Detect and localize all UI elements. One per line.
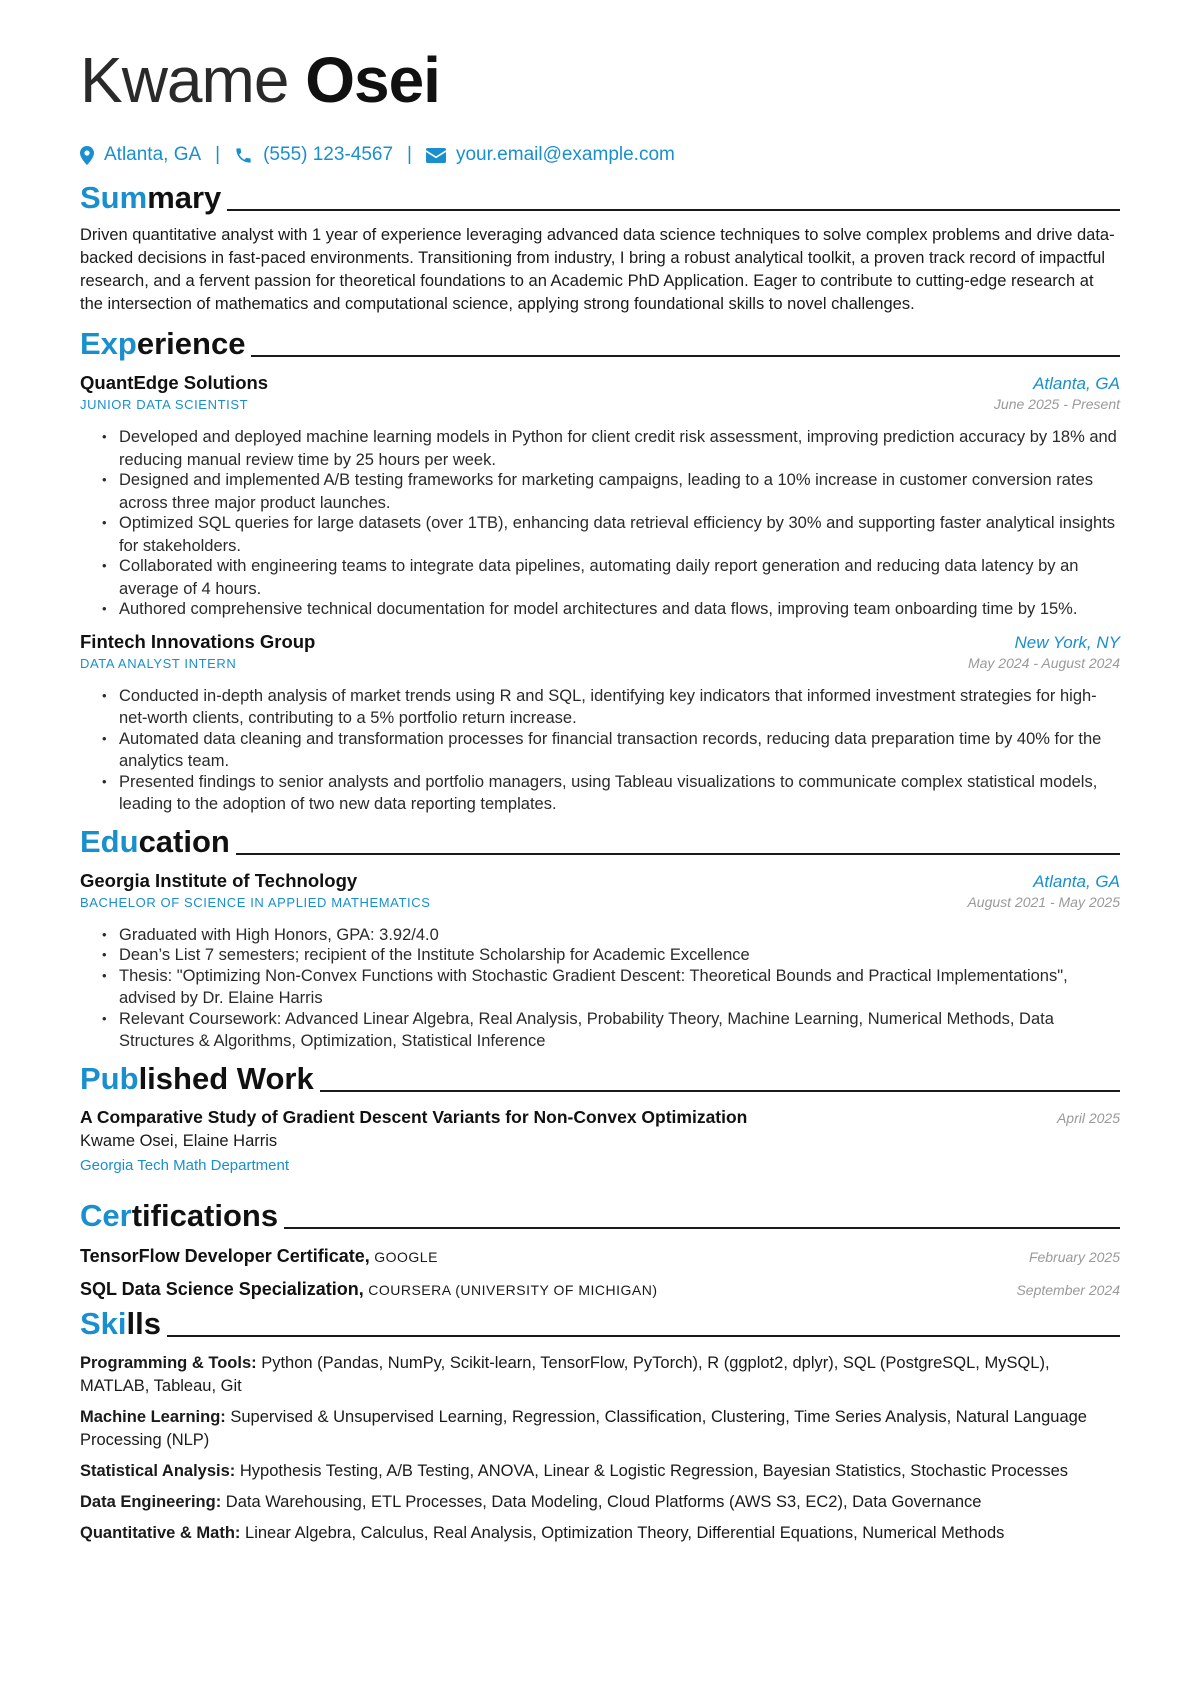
job-location: New York, NY bbox=[1014, 632, 1120, 652]
skill-value: Linear Algebra, Calculus, Real Analysis, Optimization Theory, Differential Equations, Numerical Methods bbox=[245, 1523, 1005, 1542]
list-item: • Thesis: "Optimizing Non-Convex Functions with Stochastic Gradient Descent: Theoretical Bounds and Practical Implementations", advised by Dr. Elaine Harris bbox=[102, 965, 1120, 1010]
certification-issuer: COURSERA (UNIVERSITY OF MICHIGAN) bbox=[368, 1281, 658, 1298]
section-title: Published Work bbox=[80, 1060, 314, 1096]
job-role: JUNIOR DATA SCIENTIST bbox=[80, 397, 249, 412]
publication-venue: Georgia Tech Math Department bbox=[80, 1156, 289, 1174]
summary-text: Driven quantitative analyst with 1 year of experience leveraging advanced data science techniques to solve complex problems and drive data-backed decisions in fast-paced environments. Transitioning from industry, I bring a robust analytical toolkit, a proven track record of impactful research, and a fervent passion for theoretical foundations to an Academic PhD Application. Eager to contribute to cutting-edge research at the intersection of mathematics and computational science, applying strong foundational skills to novel challenges. bbox=[80, 226, 1115, 313]
skill-label: Machine Learning: bbox=[80, 1407, 226, 1426]
section-education-header bbox=[80, 820, 1120, 860]
list-item: • Presented findings to senior analysts and portfolio managers, using Tableau visualizations to communicate complex statistical models, leading to the adoption of two new data reporting templates. bbox=[102, 771, 1120, 816]
degree: BACHELOR OF SCIENCE IN APPLIED MATHEMATICS bbox=[80, 894, 431, 910]
list-item: • Dean’s List 7 semesters; recipient of the Institute Scholarship for Academic Excellence bbox=[102, 944, 1120, 967]
skill-value: Data Warehousing, ETL Processes, Data Modeling, Cloud Platforms (AWS S3, EC2), Data Governance bbox=[225, 1492, 982, 1511]
last-name: Osei bbox=[305, 44, 440, 116]
contact-phone bbox=[234, 144, 393, 166]
envelope-icon bbox=[426, 148, 446, 163]
skill-row bbox=[80, 1460, 1120, 1483]
phone-text: (555) 123-4567 bbox=[263, 144, 394, 165]
section-rule bbox=[167, 1335, 1120, 1337]
skill-label: Data Engineering: bbox=[80, 1492, 222, 1511]
skill-row bbox=[80, 1406, 1120, 1452]
section-title: Summary bbox=[80, 180, 222, 215]
certification-issuer: GOOGLE bbox=[374, 1248, 438, 1265]
list-item: • Optimized SQL queries for large datasets (over 1TB), enhancing data retrieval efficiency by 30% and supporting faster analytical insights for stakeholders. bbox=[102, 512, 1120, 557]
job-bullets bbox=[102, 685, 1120, 816]
skill-row bbox=[80, 1522, 1120, 1545]
skill-value: Hypothesis Testing, A/B Testing, ANOVA, Linear & Logistic Regression, Bayesian Statistics, Stochastic Processes bbox=[239, 1461, 1069, 1480]
section-skills-header bbox=[80, 1302, 1120, 1342]
contact-email[interactable] bbox=[426, 144, 675, 166]
job-company: QuantEdge Solutions bbox=[80, 372, 269, 393]
section-rule bbox=[320, 1090, 1120, 1092]
publication-date: April 2025 bbox=[1056, 1109, 1120, 1126]
phone-icon bbox=[234, 146, 253, 165]
list-item: • Automated data cleaning and transformation processes for financial transaction records, reducing data preparation time by 40% for the analytics team. bbox=[102, 728, 1120, 773]
education-bullets bbox=[102, 924, 1120, 1053]
list-item: • Developed and deployed machine learning models in Python for client credit risk assessment, improving prediction accuracy by 18% and reducing manual review time by 25 hours per week. bbox=[102, 426, 1120, 471]
publication-authors: Kwame Osei, Elaine Harris bbox=[80, 1131, 278, 1150]
contact-bar bbox=[80, 142, 1120, 168]
skill-value: Supervised & Unsupervised Learning, Regression, Classification, Clustering, Time Series Analysis, Natural Language Processing (NLP) bbox=[80, 1407, 1087, 1449]
certification-item: TensorFlow Developer Certificate, GOOGLE February 2025 bbox=[80, 1245, 1120, 1266]
list-item: • Authored comprehensive technical documentation for model architectures and data flows, improving team onboarding time by 15%. bbox=[102, 598, 1120, 621]
list-item: • Collaborated with engineering teams to integrate data pipelines, automating daily report generation and reducing data latency by an average of 4 hours. bbox=[102, 555, 1120, 600]
job-bullets bbox=[102, 426, 1120, 621]
skill-label: Quantitative & Math: bbox=[80, 1523, 241, 1542]
job-entry bbox=[80, 372, 1120, 621]
map-pin-icon bbox=[80, 146, 94, 165]
publication-entry bbox=[80, 1107, 1120, 1174]
job-role: DATA ANALYST INTERN bbox=[80, 655, 237, 671]
location-text: Atlanta, GA bbox=[104, 144, 202, 165]
certification-item: SQL Data Science Specialization, COURSERA (UNIVERSITY OF MICHIGAN) September 2024 bbox=[80, 1278, 1120, 1299]
section-title: Skills bbox=[80, 1305, 161, 1341]
section-certifications-header bbox=[80, 1194, 1120, 1234]
skill-label: Statistical Analysis: bbox=[80, 1461, 236, 1480]
contact-separator: | bbox=[407, 144, 412, 165]
job-dates: May 2024 - August 2024 bbox=[967, 654, 1120, 671]
first-name: Kwame bbox=[80, 44, 289, 116]
section-title: Certifications bbox=[80, 1197, 279, 1233]
list-item: • Relevant Coursework: Advanced Linear Algebra, Real Analysis, Probability Theory, Machine Learning, Numerical Methods, Data Structures & Algorithms, Optimization, Statistical Inference bbox=[102, 1008, 1120, 1053]
skill-row bbox=[80, 1352, 1120, 1398]
contact-location bbox=[80, 144, 201, 166]
school-location: Atlanta, GA bbox=[1033, 871, 1120, 891]
job-company: Fintech Innovations Group bbox=[80, 630, 316, 652]
section-rule bbox=[236, 853, 1120, 855]
school-name: Georgia Institute of Technology bbox=[80, 869, 358, 891]
section-experience-header bbox=[80, 322, 1120, 362]
education-entry bbox=[80, 870, 1120, 1053]
certification-name: TensorFlow Developer Certificate bbox=[80, 1245, 365, 1266]
job-dates: June 2025 - Present bbox=[993, 396, 1120, 412]
publication-title: A Comparative Study of Gradient Descent Variants for Non-Convex Optimization bbox=[80, 1106, 748, 1127]
section-rule bbox=[227, 209, 1120, 211]
list-item: • Conducted in-depth analysis of market trends using R and SQL, identifying key indicators that informed investment strategies for high-net-worth clients, contributing to a 5% portfolio return increase. bbox=[102, 685, 1120, 730]
section-published-header bbox=[80, 1057, 1120, 1097]
section-title: Education bbox=[80, 823, 230, 859]
skill-label: Programming & Tools: bbox=[80, 1353, 257, 1372]
skill-row bbox=[80, 1491, 1120, 1514]
contact-separator: | bbox=[215, 144, 221, 165]
job-entry bbox=[80, 631, 1120, 816]
list-item: • Designed and implemented A/B testing frameworks for marketing campaigns, leading to a 10% increase in customer conversion rates across three major product launches. bbox=[102, 469, 1120, 514]
candidate-name bbox=[80, 44, 1120, 116]
education-dates: August 2021 - May 2025 bbox=[967, 893, 1120, 910]
certification-name: SQL Data Science Specialization bbox=[80, 1278, 359, 1299]
section-summary-header bbox=[80, 176, 1120, 216]
section-rule bbox=[251, 355, 1120, 357]
certification-date: February 2025 bbox=[1028, 1248, 1120, 1265]
skill-value: Python (Pandas, NumPy, Scikit-learn, TensorFlow, PyTorch), R (ggplot2, dplyr), SQL (PostgreSQL, MySQL), MATLAB, Tableau, Git bbox=[80, 1353, 1050, 1395]
list-item: • Graduated with High Honors, GPA: 3.92/4.0 bbox=[102, 924, 1120, 947]
section-title: Experience bbox=[80, 326, 246, 361]
section-rule bbox=[284, 1227, 1120, 1229]
job-location: Atlanta, GA bbox=[1033, 374, 1120, 393]
email-link[interactable]: your.email@example.com bbox=[455, 144, 675, 165]
certification-date: September 2024 bbox=[1016, 1281, 1120, 1298]
